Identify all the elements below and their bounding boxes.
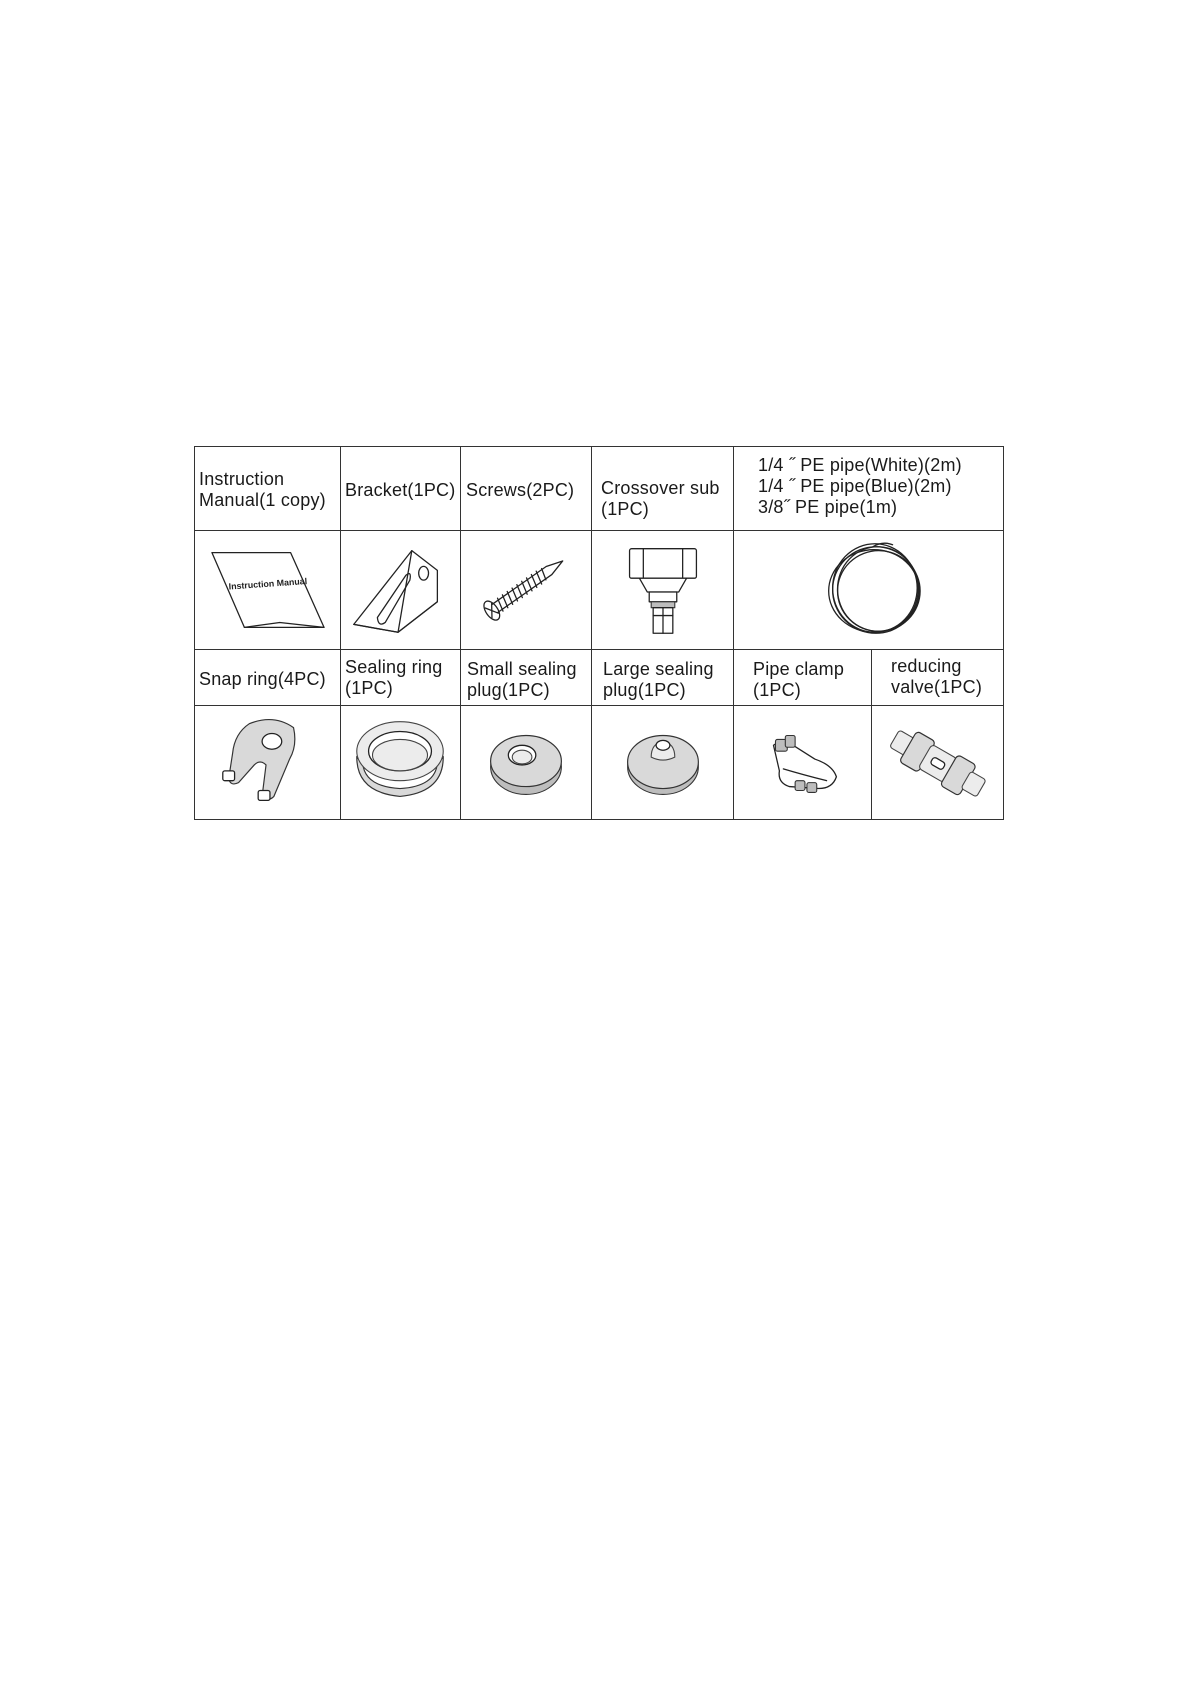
screws-label: Screws(2PC)	[466, 480, 575, 500]
crossover-sub-label: Crossover sub (1PC)	[601, 478, 720, 519]
cell-bracket-label	[340, 446, 461, 531]
bracket-icon	[341, 531, 460, 649]
crossover-sub-icon	[592, 531, 733, 649]
cell-small-plug-image	[460, 705, 592, 820]
cell-sealing-ring-image	[340, 705, 461, 820]
cell-snap-ring-label	[194, 649, 341, 706]
reducing-valve-label: reducing valve(1PC)	[891, 656, 983, 697]
cell-snap-ring-image	[194, 705, 341, 820]
cell-instruction-manual-image	[194, 530, 341, 650]
pipe-clamp-label: Pipe clamp (1PC)	[753, 659, 845, 700]
bracket-label: Bracket(1PC)	[345, 480, 456, 500]
manual-cover-text: Instruction Manual	[228, 576, 308, 592]
pe-pipe-coil-icon	[734, 531, 1003, 649]
cell-screws-image	[460, 530, 592, 650]
snap-ring-icon	[195, 706, 340, 819]
pipe-clamp-icon	[734, 706, 871, 819]
cell-instruction-manual-label	[194, 446, 341, 531]
cell-crossover-sub-label	[591, 446, 734, 531]
cell-pipe-clamp-image	[733, 705, 872, 820]
small-sealing-plug-icon	[461, 706, 591, 819]
cell-sealing-ring-label	[340, 649, 461, 706]
screw-icon	[461, 531, 591, 649]
cell-bracket-image	[340, 530, 461, 650]
sealing-ring-icon	[341, 706, 460, 819]
cell-reducing-valve-image	[871, 705, 1004, 820]
cell-screws-label	[460, 446, 592, 531]
snap-ring-label: Snap ring(4PC)	[199, 669, 326, 689]
cell-crossover-sub-image	[591, 530, 734, 650]
cell-large-plug-label	[591, 649, 734, 706]
reducing-valve-icon	[872, 706, 1003, 819]
pe-pipe-label: 1/4 ˝ PE pipe(White)(2m) 1/4 ˝ PE pipe(Blue)(2m) 3/8˝ PE pipe(1m)	[758, 455, 962, 517]
large-sealing-plug-icon	[592, 706, 733, 819]
accessories-table	[194, 446, 1004, 820]
instruction-manual-icon	[195, 531, 340, 649]
cell-large-plug-image	[591, 705, 734, 820]
cell-reducing-valve-label	[871, 649, 1004, 706]
cell-small-plug-label	[460, 649, 592, 706]
sealing-ring-label: Sealing ring (1PC)	[345, 657, 443, 698]
small-sealing-plug-label: Small sealing plug(1PC)	[467, 659, 577, 700]
cell-pe-pipe-label	[733, 446, 1004, 531]
cell-pipe-clamp-label	[733, 649, 872, 706]
instruction-manual-label: Instruction Manual(1 copy)	[199, 469, 326, 510]
cell-pe-pipe-image	[733, 530, 1004, 650]
large-sealing-plug-label: Large sealing plug(1PC)	[603, 659, 714, 700]
